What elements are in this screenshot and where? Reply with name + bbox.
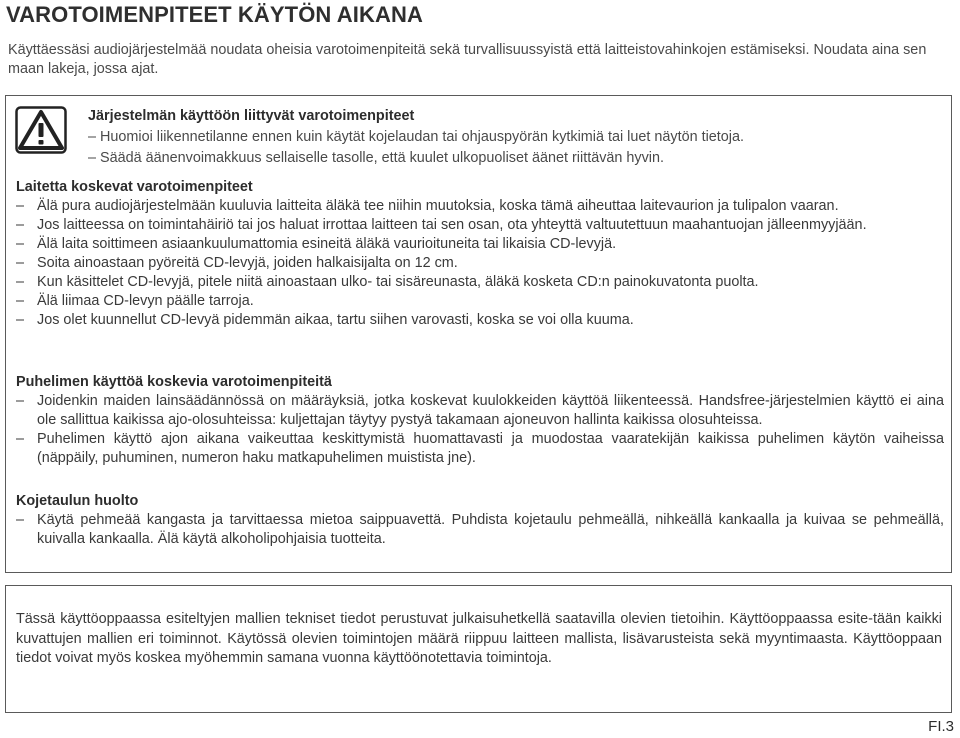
list-item: – Käytä pehmeää kangasta ja tarvittaessa mietoa saippuavettä. Puhdista kojetaulu pehmeällä, nihkeällä kankaalla ja kuivaa se pehmeällä, kuivalla kankaalla. Älä käytä alkoholipohjaisia tuotteita. xyxy=(16,512,944,547)
list-item: – Soita ainoastaan pyöreitä CD-levyjä, joiden halkaisijalta on 12 cm. xyxy=(16,255,458,271)
list-item: – Puhelimen käyttö ajon aikana vaikeuttaa keskittymistä huomattavasti ja muodostaa vaaratekijän kaikissa puhelimen käytön vaiheissa (näppäily, puhuminen, numeron haku matkapuhelimen muistista jne). xyxy=(16,431,944,466)
dash: – xyxy=(88,129,97,145)
list-item: – Huomioi liikennetilanne ennen kuin käytät kojelaudan tai ohjauspyörän kytkimiä tai luet näytön tietoja. xyxy=(88,129,744,145)
phone-heading: Puhelimen käyttöä koskevia varotoimenpiteitä xyxy=(16,374,332,390)
list-item: – Kun käsittelet CD-levyjä, pitele niitä ainoastaan ulko- tai sisäreunasta, äläkä kosketa CD:n painokuvatonta puolta. xyxy=(16,274,759,290)
precautions-box xyxy=(5,95,952,573)
care-section xyxy=(16,492,944,549)
system-section xyxy=(88,106,948,169)
list-item: – Jos olet kuunnellut CD-levyä pidemmän aikaa, tartu siihen varovasti, koska se voi olla kuuma. xyxy=(16,312,634,328)
dash: – xyxy=(88,150,97,166)
list-item: – Säädä äänenvoimakkuus sellaiselle tasolle, että kuulet ulkopuoliset äänet riittävän hyvin. xyxy=(88,150,664,166)
page-number: FI.3 xyxy=(928,718,954,735)
warning-triangle-icon xyxy=(15,106,67,154)
list-item: – Älä laita soittimeen asiaankuulumattomia esineitä äläkä vaurioituneita tai likaisia CD-levyjä. xyxy=(16,236,617,252)
page-title: VAROTOIMENPITEET KÄYTÖN AIKANA xyxy=(6,2,423,27)
device-heading: Laitetta koskevat varotoimenpiteet xyxy=(16,179,253,195)
list-item: – Älä liimaa CD-levyn päälle tarroja. xyxy=(16,293,254,309)
list-item: – Joidenkin maiden lainsäädännössä on määräyksiä, jotka koskevat kuulokkeiden käyttöä liikenteessä. Handsfree-järjestelmien käyttö ei aina ole sallittua kaikissa ajo-olosuhteissa: kuljettajan täytyy pystyä takamaan ajoneuvon hallinta kaikissa olosuhteissa. xyxy=(16,393,944,428)
system-heading: Järjestelmän käyttöön liittyvät varotoimenpiteet xyxy=(88,108,415,124)
device-section xyxy=(16,178,944,330)
phone-section xyxy=(16,373,944,468)
intro-paragraph: Käyttäessäsi audiojärjestelmää noudata oheisia varotoimenpiteitä sekä turvallisuussyistä että laitteistovahinkojen estämiseksi. Noudata aina sen maan lakeja, jossa ajat. xyxy=(8,42,927,77)
list-item: – Älä pura audiojärjestelmään kuuluvia laitteita äläkä tee niihin muutoksia, koska tämä aiheuttaa laitevaurion ja tulipalon vaaran. xyxy=(16,198,839,214)
footer-box xyxy=(5,585,952,713)
list-item: – Jos laitteessa on toimintahäiriö tai jos haluat irrottaa laitteen tai sen osan, ota yhteyttä valtuutettuun maahantuojan jälleenmyyjään. xyxy=(16,217,867,233)
care-heading: Kojetaulun huolto xyxy=(16,493,139,509)
footer-text: Tässä käyttöoppaassa esiteltyjen mallien tekniset tiedot perustuvat julkaisuhetkellä saatavilla olevien tietoihin. Käyttöoppaassa esite-tään kaikki kuvattujen mallien eri toiminnot. Käytössä olevien toimintojen määrä riippuu laitteen mallista, lisävarusteista sekä myyntimaasta. Käyttöoppaan tiedot voivat myös koskea myöhemmin samana vuonna käyttöönotettavia toimintoja. xyxy=(16,611,942,666)
